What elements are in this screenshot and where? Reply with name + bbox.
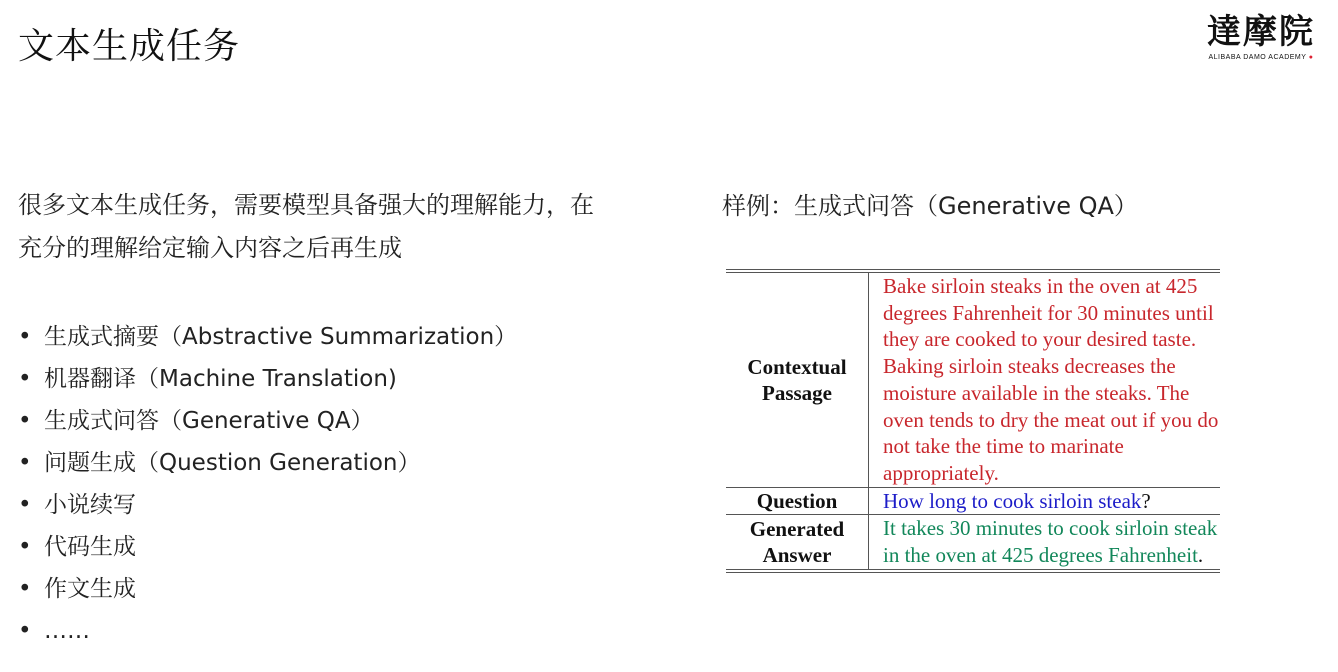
table-row [726,487,1220,515]
question-text: How long to cook sirloin steak [883,488,1142,513]
bullet-icon: • [18,408,32,434]
bullet-icon: • [18,450,32,476]
example-label: 样例：生成式问答（Generative QA） [722,192,1138,220]
qa-example-table [726,269,1220,573]
logo-chinese-text: 達摩院 [1207,12,1315,52]
contextual-passage-label: Contextual Passage [726,271,869,487]
logo-english-text: ALIBABA DAMO ACADEMY ● [1208,54,1314,61]
list-item: • …… [18,610,517,652]
table-row [726,271,1220,487]
question-label: Question [726,487,869,515]
list-item: • 小说续写 [18,484,517,526]
list-item: • 生成式问答（Generative QA） [18,400,517,442]
question-mark: ? [1141,488,1151,513]
generated-answer-label: Generated Answer [726,515,869,571]
bullet-icon: • [18,618,32,644]
bullet-icon: • [18,534,32,560]
list-item: • 作文生成 [18,568,517,610]
bullet-icon: • [18,324,32,350]
list-item: • 生成式摘要（Abstractive Summarization） [18,316,517,358]
logo-mark-icon: ● [1308,54,1314,61]
task-list [18,316,517,652]
generated-answer-cell [869,515,1221,571]
page-title: 文本生成任务 [18,26,241,67]
list-item: • 代码生成 [18,526,517,568]
table-row [726,515,1220,571]
bullet-icon: • [18,366,32,392]
intro-paragraph: 很多文本生成任务，需要模型具备强大的理解能力，在充分的理解给定输入内容之后再生成 [18,191,594,262]
damo-academy-logo [1196,12,1326,74]
bullet-icon: • [18,492,32,518]
generated-answer-text: It takes 30 minutes to cook sirloin steak in the oven at 425 degrees Fahrenheit [883,516,1218,568]
list-item: • 机器翻译（Machine Translation) [18,358,517,400]
bullet-icon: • [18,576,32,602]
answer-period: . [1197,543,1204,568]
question-cell [869,487,1221,515]
list-item: • 问题生成（Question Generation） [18,442,517,484]
contextual-passage-text: Bake sirloin steaks in the oven at 425 degrees Fahrenheit for 30 minutes until they are cooked to your desired taste. Baking sirloin steaks decreases the moisture available in the steaks. The oven tends to dry the meat out if you do not take the time to marinate appropriately. [883,274,1219,485]
